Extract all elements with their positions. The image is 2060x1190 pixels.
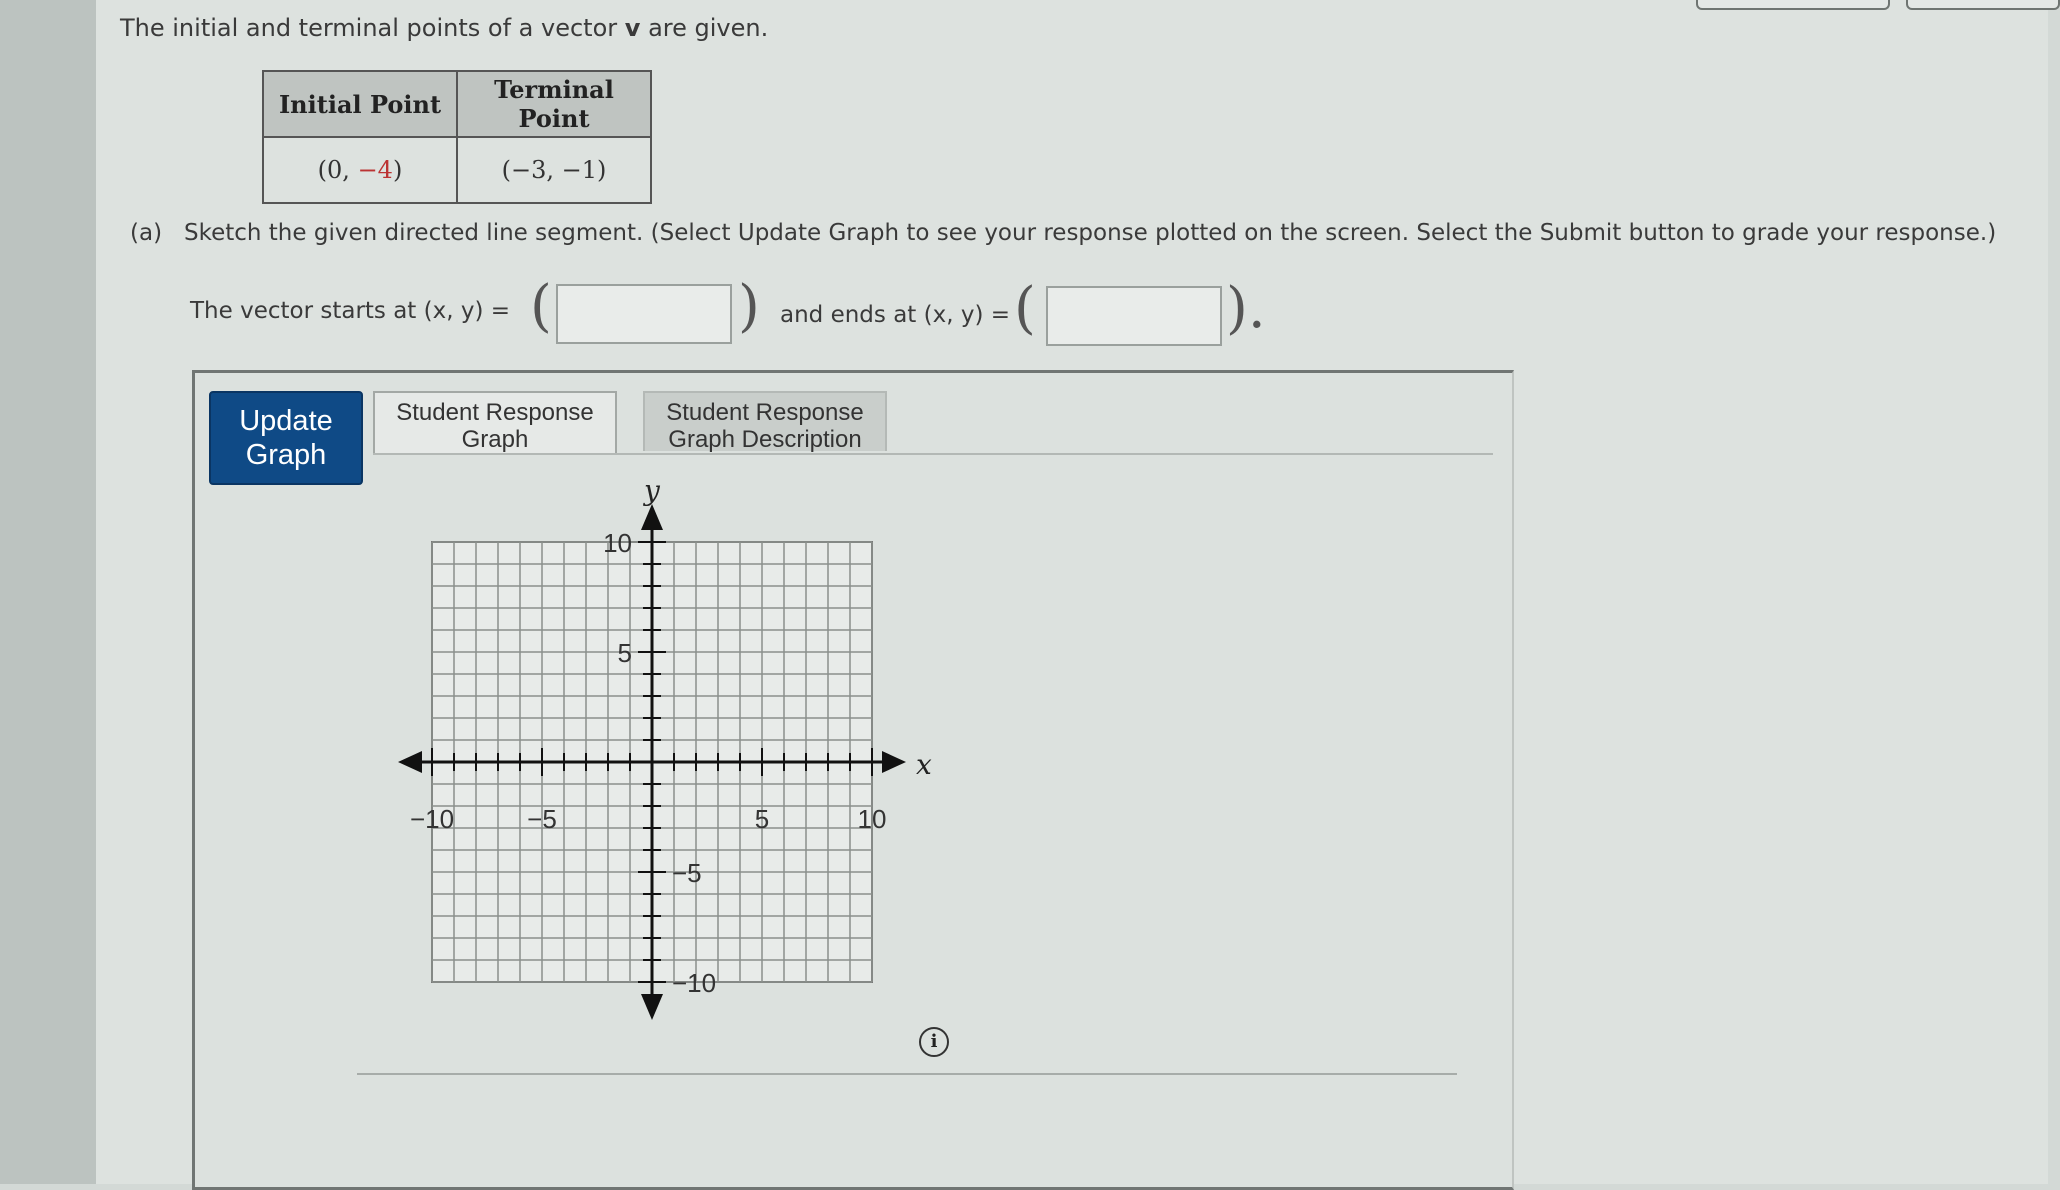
part-a-text: Sketch the given directed line segment. (Select Update Graph to see your response plotted on the screen. Select the Submit button to grade your response.) <box>183 220 1997 246</box>
panel-divider <box>357 1073 1457 1075</box>
y-tick-label: 5 <box>617 638 632 668</box>
info-icon[interactable]: i <box>919 1027 949 1057</box>
update-graph-button[interactable]: Update Graph <box>209 391 363 485</box>
part-a-label: (a) <box>130 220 163 246</box>
tab-student-response-graph[interactable]: Student Response Graph <box>373 391 617 455</box>
open-paren: ( <box>530 274 552 339</box>
header-terminal-point: Terminal Point <box>457 71 651 137</box>
x-axis-arrow-right <box>882 751 906 773</box>
part-a-instruction <box>130 220 1996 246</box>
table-row <box>263 137 651 203</box>
y-axis-arrow-down <box>641 994 663 1020</box>
x-tick-label: −5 <box>527 804 557 834</box>
vector-variable: v <box>624 14 641 42</box>
tab-divider <box>373 453 1493 455</box>
tab-student-response-graph-description[interactable]: Student Response Graph Description <box>643 391 887 451</box>
y-axis-label: y <box>644 474 660 507</box>
terminal-point-value: (−3, −1) <box>457 137 651 203</box>
close-paren: ). <box>1226 276 1266 341</box>
x-axis-label: x <box>916 748 932 781</box>
y-tick-label: −5 <box>672 858 702 888</box>
y-tick-label: 10 <box>603 528 632 558</box>
problem-intro <box>120 14 768 42</box>
y-tick-label: −10 <box>672 968 717 998</box>
end-point-input[interactable] <box>1046 286 1222 346</box>
starts-label: The vector starts at (x, y) = <box>190 298 511 324</box>
coordinate-graph[interactable] <box>370 470 932 1030</box>
x-tick-label: 10 <box>857 804 887 834</box>
close-paren: ) <box>738 274 760 339</box>
top-tab-button[interactable] <box>1696 0 1890 10</box>
open-paren: ( <box>1014 276 1036 341</box>
intro-prefix: The initial and terminal points of a vector <box>120 14 618 42</box>
points-table <box>262 70 652 204</box>
x-tick-label: −10 <box>409 804 455 834</box>
initial-point-value: (0, −4) <box>263 137 457 203</box>
table-header-row <box>263 71 651 137</box>
header-initial-point: Initial Point <box>263 71 457 137</box>
ends-label: and ends at (x, y) = <box>780 302 1010 328</box>
start-point-input[interactable] <box>556 284 732 344</box>
x-axis-arrow-left <box>398 751 422 773</box>
left-margin <box>0 0 96 1184</box>
intro-suffix: are given. <box>648 14 769 42</box>
x-tick-label: 5 <box>754 804 770 834</box>
top-tab-button[interactable] <box>1906 0 2060 10</box>
y-axis-arrow-up <box>641 504 663 530</box>
